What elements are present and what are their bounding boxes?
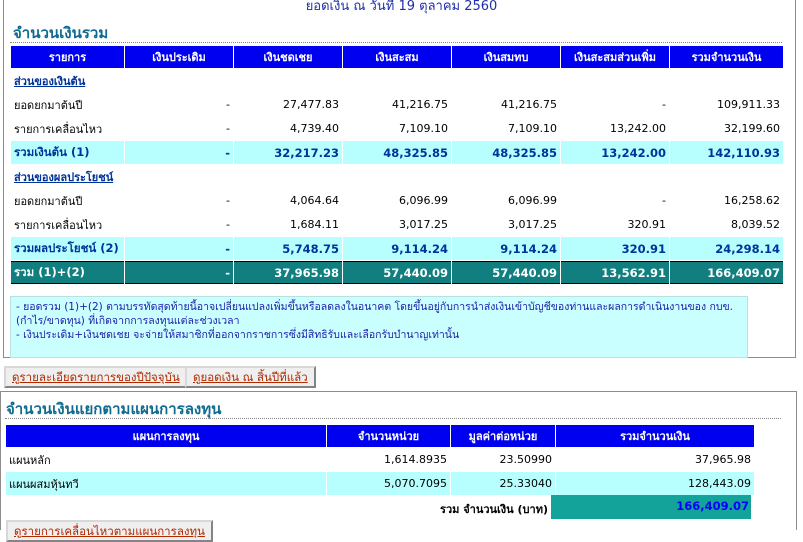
cell: - [125,237,233,260]
cell: 48,325.85 [343,141,451,164]
col-header: เงินสะสม [343,46,451,68]
row-label: รายการเคลื่อนไหว [14,122,103,136]
cell: 1,614.8935 [384,453,447,466]
divider [5,418,781,419]
cell: 27,477.83 [283,98,339,111]
cell: 57,440.09 [452,261,560,284]
summary-header-row [11,46,783,68]
plans-table [5,424,755,496]
last-year-balance-button[interactable]: ดูยอดเงิน ณ สิ้นปีที่แล้ว [185,366,316,388]
notes-box [10,296,748,358]
col-header: เงินชดเชย [234,46,342,68]
col-header: รายการ [11,46,124,68]
grand-total-row [11,261,783,284]
cell: 6,096.99 [508,194,557,207]
section-heading-row [11,69,783,92]
table-row [11,93,783,116]
cell: - [125,141,233,164]
col-header: จำนวนหน่วย [327,425,450,447]
col-header: มูลค่าต่อหน่วย [451,425,555,447]
cell: 3,017.25 [508,218,557,231]
cell: - [662,194,666,207]
principal-heading: ส่วนของเงินต้น [14,74,86,88]
row-label: รวมเงินต้น (1) [11,141,124,164]
table-row [11,189,783,212]
plans-header-row [6,425,754,447]
cell: 7,109.10 [508,122,557,135]
cell: 320.91 [627,218,666,231]
cell: 4,064.64 [290,194,339,207]
cell: 13,242.00 [561,141,669,164]
cell: 320.91 [561,237,669,260]
cell: 32,217.23 [234,141,342,164]
cell: 7,109.10 [399,122,448,135]
divider [10,42,782,43]
cell: 142,110.93 [670,141,783,164]
cell: 25.33040 [451,472,555,495]
cell: 41,216.75 [501,98,557,111]
cell: 6,096.99 [399,194,448,207]
cell: 5,070.7095 [327,472,450,495]
cell: - [226,194,230,207]
cell: 9,114.24 [452,237,560,260]
cell: 109,911.33 [717,98,780,111]
grand-total-label: รวม จำนวนเงิน (บาท) [440,503,548,516]
table-row [6,472,754,495]
cell: - [226,98,230,111]
principal-sum-row [11,141,783,164]
plan-name: แผนผสมหุ้นทวี [6,472,326,495]
table-row [11,213,783,236]
row-label: ยอดยกมาต้นปี [14,98,83,112]
col-header: แผนการลงทุน [6,425,326,447]
page-title: ยอดเงิน ณ วันที่ 19 ตุลาคม 2560 [305,0,498,14]
plan-name: แผนหลัก [9,453,51,467]
cell: 24,298.14 [670,237,783,260]
summary-section-title: จำนวนเงินรวม [13,24,109,42]
cell: - [662,98,666,111]
row-label: รวมผลประโยชน์ (2) [11,237,124,260]
table-row [11,117,783,140]
cell: 13,242.00 [610,122,666,135]
cell: 5,748.75 [234,237,342,260]
note-text: - เงินประเดิม+เงินชดเชย จะจ่ายให้สมาชิกที่ออกจากราชการซึ่งมีสิทธิรับและเลือกรับบำนาญเท่านั้น [16,329,460,341]
col-header: เงินสมทบ [452,46,560,68]
note-text: - ยอดรวม (1)+(2) ตามบรรทัดสุดท้ายนี้อาจเปลี่ยนแปลงเพิ่มขึ้นหรือลดลงในอนาคต โดยขึ้นอยู่กับการนำส่งเงินเข้าบัญชีของท่านและผลการดำเนินงานของ กบข.(กำไร/ขาดทุน) ที่เกิดจากการลงทุนแต่ละช่วงเวลา [16,301,733,327]
col-header: เงินสะสมส่วนเพิ่ม [561,46,669,68]
cell: 8,039.52 [731,218,780,231]
cell: 166,409.07 [670,261,783,284]
row-label: ยอดยกมาต้นปี [14,194,83,208]
col-header: รวมจำนวนเงิน [556,425,754,447]
cell: 128,443.09 [556,472,754,495]
cell: 32,199.60 [724,122,780,135]
cell: - [226,218,230,231]
cell: 37,965.98 [695,453,751,466]
cell: 3,017.25 [399,218,448,231]
movement-by-plan-button[interactable]: ดูรายการเคลื่อนไหวตามแผนการลงทุน [6,520,213,542]
cell: 48,325.85 [452,141,560,164]
cell: 57,440.09 [343,261,451,284]
grand-total-value: 166,409.07 [551,495,751,519]
col-header: เงินประเดิม [125,46,233,68]
cell: - [125,261,233,284]
row-label: รวม (1)+(2) [11,261,124,284]
cell: 13,562.91 [561,261,669,284]
benefit-heading: ส่วนของผลประโยชน์ [14,170,114,184]
cell: 41,216.75 [392,98,448,111]
cell: 16,258.62 [724,194,780,207]
cell: 37,965.98 [234,261,342,284]
row-label: รายการเคลื่อนไหว [14,218,103,232]
cell: - [226,122,230,135]
summary-table [10,45,784,285]
cell: 4,739.40 [290,122,339,135]
plans-section-title: จำนวนเงินแยกตามแผนการลงทุน [6,400,222,418]
col-header: รวมจำนวนเงิน [670,46,783,68]
table-row [6,448,754,471]
cell: 23.50990 [499,453,552,466]
benefit-sum-row [11,237,783,260]
current-year-detail-button[interactable]: ดูรายละเอียดรายการของปีปัจจุบัน [4,366,188,388]
cell: 9,114.24 [343,237,451,260]
cell: 1,684.11 [290,218,339,231]
section-heading-row [11,165,783,188]
